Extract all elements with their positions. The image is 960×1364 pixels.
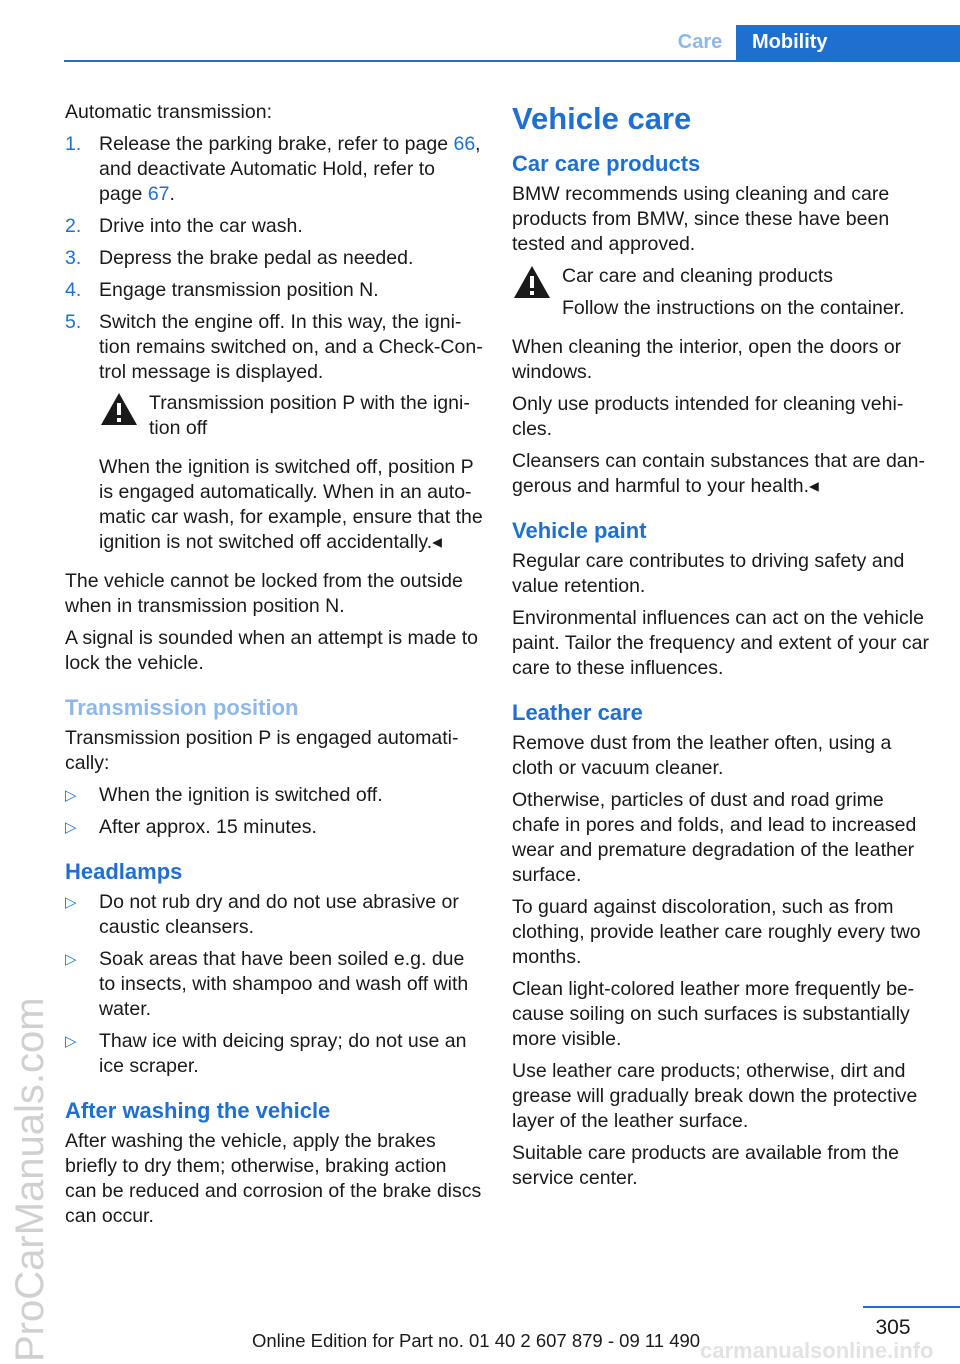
list-item [65, 1029, 483, 1079]
car-wash-steps [65, 132, 483, 562]
triangle-right-bullet-icon: ▷ [65, 894, 77, 911]
list-item [65, 815, 483, 840]
list-text: When the ignition is switched off. [99, 784, 383, 806]
paragraph: BMW recommends using cleaning and care products from BMW, since these have been tested and approved. [512, 183, 890, 255]
list-text: Do not rub dry and do not use abrasive or caustic cleansers. [99, 891, 459, 938]
paragraph: A signal is sounded when an attempt is made to lock the vehicle. [65, 627, 479, 674]
list-item [65, 278, 483, 303]
heading-vehicle-care: Vehicle care [512, 101, 692, 136]
footer-watermark: carmanualsonline.info [700, 1338, 934, 1363]
paragraph: Cleansers can contain substances that are dangerous and harmful to your health.◂ [512, 450, 926, 497]
step-number: 4. [65, 279, 82, 301]
paragraph: Otherwise, particles of dust and road grime chafe in pores and folds, and lead to increased wear and premature degradation of the leather surface. [512, 789, 917, 886]
footer-edition: Online Edition for Part no. 01 40 2 607 879 - 09 11 490 [252, 1330, 701, 1351]
warning-box [512, 264, 930, 328]
warning-triangle-icon [99, 391, 149, 448]
step-text: Depress the brake pedal as needed. [99, 247, 414, 269]
step-number: 5. [65, 311, 82, 333]
list-item [65, 246, 483, 271]
page-number-rule [863, 1306, 960, 1308]
warning-title: Transmission position P with the ignition off [149, 392, 470, 439]
step-number: 2. [65, 215, 82, 237]
paragraph: Transmission position P is engaged automatically: [65, 727, 459, 774]
heading-transmission-position: Transmission position [65, 695, 299, 720]
header-rule [64, 60, 960, 62]
left-column [65, 100, 483, 1236]
tab-care[interactable]: Care [677, 31, 723, 53]
paragraph: Use leather care products; otherwise, dirt and grease will gradually break down the protective layer of the leather surface. [512, 1060, 918, 1132]
warning-title: Car care and cleaning products [562, 265, 833, 287]
heading-headlamps: Headlamps [65, 859, 183, 884]
page-link-66[interactable]: 66 [453, 133, 476, 155]
heading-vehicle-paint: Vehicle paint [512, 518, 647, 543]
heading-leather-care: Leather care [512, 700, 643, 725]
paragraph: After washing the vehicle, apply the brakes briefly to dry them; otherwise, braking action can be reduced and corrosion of the brake discs can occur. [65, 1130, 482, 1227]
warning-box [99, 391, 483, 448]
heading-after-washing: After washing the vehicle [65, 1098, 331, 1123]
triangle-right-bullet-icon: ▷ [65, 787, 77, 804]
heading-car-care-products: Car care products [512, 151, 701, 176]
step-text: Switch the engine off. In this way, the ignition remains switched on, and a Check-Control message is displayed. [99, 311, 483, 383]
paragraph: Clean light-colored leather more frequently because soiling on such surfaces is substantially more visible. [512, 978, 915, 1050]
step-text: , and deactivate Automatic Hold, refer to page [99, 133, 481, 205]
step-text: Release the parking brake, refer to page [99, 133, 454, 155]
sidebar-watermark: ProCarManuals.com [8, 997, 52, 1362]
list-item [65, 890, 483, 940]
intro-text: Automatic transmission: [65, 101, 272, 123]
paragraph: When cleaning the interior, open the doors or windows. [512, 336, 902, 383]
step-text: Drive into the car wash. [99, 215, 303, 237]
list-text: Thaw ice with deicing spray; do not use an ice scraper. [99, 1030, 467, 1077]
paragraph: The vehicle cannot be locked from the outside when in transmission position N. [65, 570, 463, 617]
triangle-right-bullet-icon: ▷ [65, 951, 77, 968]
triangle-right-bullet-icon: ▷ [65, 819, 77, 836]
step-text: Engage transmission position N. [99, 279, 379, 301]
tab-mobility[interactable]: Mobility [736, 25, 960, 60]
paragraph: Environmental influences can act on the vehicle paint. Tailor the frequency and extent of your car care to these influences. [512, 607, 929, 679]
step-number: 3. [65, 247, 82, 269]
step-text: . [169, 183, 175, 205]
list-text: After approx. 15 minutes. [99, 816, 317, 838]
warning-body: When the ignition is switched off, position P is engaged automatically. When in an automatic car wash, for example, ensure that the ignition is not switched off accidentally.◂ [99, 456, 483, 553]
page-number: 305 [875, 1316, 911, 1339]
warning-triangle-icon [512, 264, 562, 328]
step-number: 1. [65, 133, 82, 155]
paragraph: Remove dust from the leather often, using a cloth or vacuum cleaner. [512, 732, 892, 779]
list-item [65, 783, 483, 808]
list-text: Soak areas that have been soiled e.g. due to insects, with shampoo and wash off with water. [99, 948, 469, 1020]
paragraph: To guard against discoloration, such as from clothing, provide leather care roughly every two months. [512, 896, 921, 968]
transmission-list [65, 783, 483, 840]
headlamps-list [65, 890, 483, 1079]
triangle-right-bullet-icon: ▷ [65, 1033, 77, 1050]
right-column [512, 100, 930, 1198]
page-link-67[interactable]: 67 [147, 183, 170, 205]
list-item [65, 947, 483, 1022]
paragraph: Regular care contributes to driving safety and value retention. [512, 550, 905, 597]
paragraph: Suitable care products are available from the service center. [512, 1142, 899, 1189]
list-item [65, 132, 483, 207]
warning-line: Follow the instructions on the container. [562, 297, 905, 319]
list-item [65, 214, 483, 239]
list-item [65, 310, 483, 562]
paragraph: Only use products intended for cleaning vehicles. [512, 393, 904, 440]
